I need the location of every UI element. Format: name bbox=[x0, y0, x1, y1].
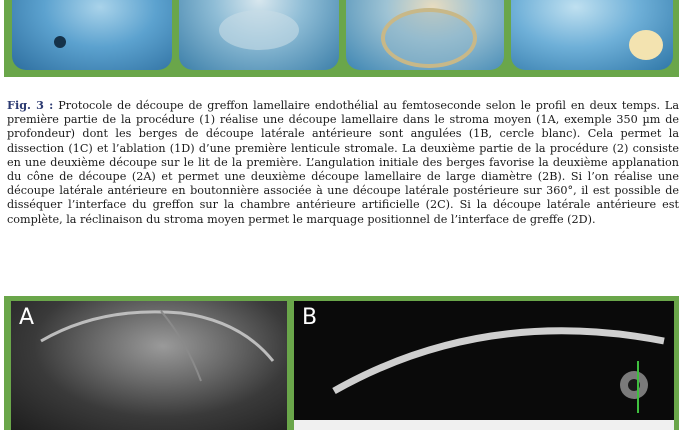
caption-text: Protocole de découpe de greffon lamellaire endothélial au femtoseconde selon le profil en deux temps. La première partie de la procédure (1) réalise une découpe lamellaire dans le stroma moyen (1A, exemple 350 µm de profondeur) dont les berges de découpe latérale antérieure sont angulées (1B, cercle blanc). Cela permet la dissection (1C) et l’ablation (1D) d’une première lenticule stromale. La deuxième partie de la procédure (2) consiste en une deuxième découpe sur le lit de la première. L’angulation initiale des berges favorise la deuxième applanation du cône de découpe (2A) et permet une deuxième découpe lamellaire de large diamètre (2B). Si l’on réalise une découpe latérale antérieure en boutonnière associée à une découpe latérale postérieure sur 360°, il est possible de disséquer l’interface du greffon sur la chambre antérieure artificielle (2C). Si la découpe latérale antérieure est complète, la réclinaison du stroma moyen permet le marquage positionnel de l’interface de greffe (2D). bbox=[7, 99, 679, 226]
graft-edge-curve bbox=[41, 312, 273, 361]
panel-b-label: B bbox=[302, 305, 318, 330]
caption-label: Fig. 3 : bbox=[7, 98, 54, 112]
photo-1b bbox=[179, 0, 339, 70]
photo-1c bbox=[346, 0, 504, 70]
photo-1a bbox=[12, 0, 172, 70]
lenticule-ring bbox=[381, 8, 477, 68]
panel-a-image bbox=[11, 301, 287, 430]
oct-scan-drawing bbox=[294, 301, 674, 430]
spatula-tip bbox=[629, 30, 663, 60]
graft-fold-line bbox=[161, 311, 201, 381]
dark-spot bbox=[54, 36, 66, 48]
figure-3-caption bbox=[7, 98, 679, 227]
panel-b-image bbox=[294, 301, 674, 430]
panel-a-label: A bbox=[19, 305, 35, 330]
graft-edge-drawing bbox=[11, 301, 287, 430]
cornea-arc bbox=[334, 331, 664, 391]
photo-1d bbox=[511, 0, 673, 70]
panel-b-lower-band bbox=[294, 420, 674, 430]
stroma-texture bbox=[219, 10, 299, 50]
